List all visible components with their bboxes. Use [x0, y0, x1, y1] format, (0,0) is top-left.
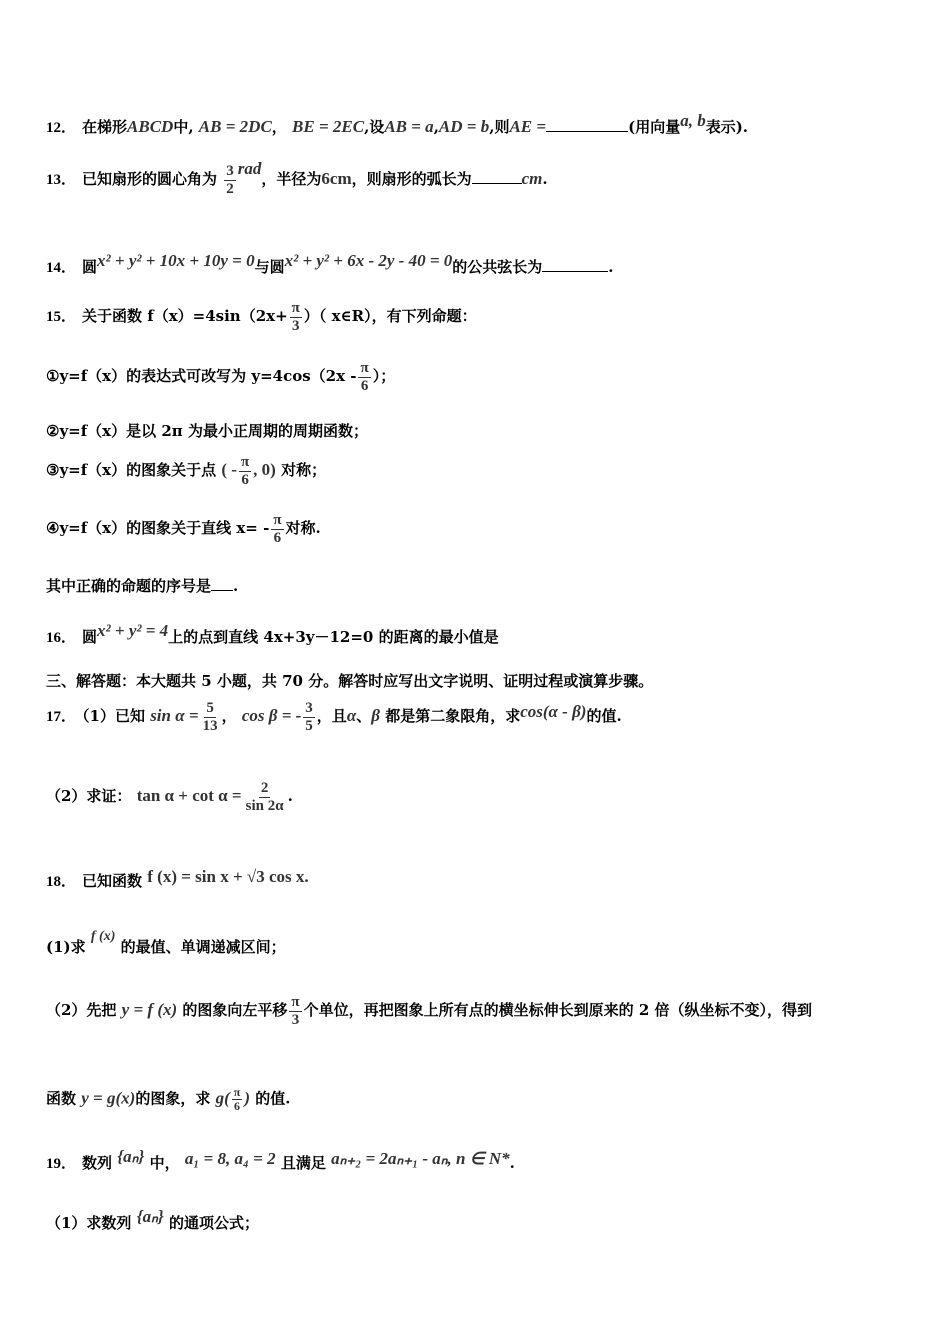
math: g( [215, 1088, 230, 1108]
math: {aₙ} [136, 1207, 164, 1226]
text: ，则扇形的弧长为 [351, 170, 472, 188]
question-18-part-1 [46, 930, 286, 955]
math: f (x) [90, 929, 116, 944]
text: ,则 [489, 118, 510, 136]
fraction [201, 700, 220, 734]
text: 对称. [285, 519, 321, 537]
text: 数列 [82, 1154, 113, 1172]
math: cos(α - β) [520, 702, 587, 721]
numerator: π [233, 1085, 241, 1099]
fraction [289, 994, 301, 1028]
text: 上的点到直线 4x+3y－12=0 的距离的最小值是 [168, 628, 499, 646]
question-19 [46, 1148, 515, 1172]
math: y = f (x) [121, 1000, 178, 1019]
math: , 0) [253, 460, 276, 479]
fraction [303, 700, 315, 734]
text: 在梯形 [82, 118, 128, 136]
question-number: 16． [46, 630, 77, 646]
text: 的公共弦长为 [452, 258, 543, 276]
denominator: 3 [291, 1011, 300, 1028]
text: （1）求数列 [46, 1214, 132, 1232]
text: . [542, 170, 548, 188]
denominator: 6 [241, 471, 249, 488]
statement-4 [46, 512, 321, 546]
numerator: 3 [305, 700, 313, 716]
text: 的通项公式； [169, 1214, 260, 1232]
text: ④y=f（x）的图象关于直线 x= - [46, 519, 270, 537]
text: ）； [372, 367, 396, 385]
math: ( - [221, 460, 237, 479]
text: 且满足 [280, 1154, 326, 1172]
text: ,设 [364, 118, 385, 136]
text: (用向量 [628, 118, 681, 136]
text: （2）求证： [46, 787, 132, 805]
denominator: 5 [305, 717, 313, 734]
text: ）（ x∈R），有下列命题： [303, 307, 477, 325]
fraction [239, 454, 251, 488]
text: 的值. [586, 707, 622, 725]
denominator: sin 2α [245, 797, 284, 814]
text: 圆 [82, 258, 98, 276]
text: . [287, 787, 293, 805]
text: ，且 [316, 707, 347, 725]
denominator: 3 [292, 317, 300, 334]
math: ABCD [127, 117, 174, 136]
denominator: 6 [234, 1099, 241, 1114]
fraction [358, 360, 370, 394]
denominator: 2 [226, 180, 234, 197]
math: AE = [509, 117, 547, 136]
question-number: 17． [46, 709, 77, 725]
question-number: 14． [46, 260, 77, 276]
text: 其中正确的命题的序号是 [46, 577, 212, 595]
numerator: π [273, 512, 282, 528]
fraction [290, 300, 302, 334]
math: AB = 2DC [198, 117, 272, 136]
question-14 [46, 252, 614, 276]
math: x² + y² + 6x - 2y - 40 = 0 [284, 251, 453, 270]
text: 函数 [46, 1089, 77, 1108]
text: 与圆 [254, 258, 285, 276]
text: 的值. [255, 1089, 291, 1108]
statement-1 [46, 360, 395, 394]
text: （2）先把 [46, 1001, 117, 1019]
math: α [346, 706, 357, 725]
fraction [271, 512, 283, 546]
math: a₁ = 8, a₄ = 2 [184, 1149, 276, 1168]
text: 圆 [82, 628, 98, 646]
denominator: 6 [273, 529, 282, 546]
math: cos β = - [241, 706, 302, 725]
question-17-part-2 [46, 780, 293, 814]
question-19-part-1 [46, 1208, 259, 1231]
math: tan α + cot α = [136, 786, 242, 805]
math: f (x) = sin x + √3 cos x. [147, 867, 309, 886]
question-number: 18． [46, 874, 77, 890]
text: 的图象，求 [135, 1089, 211, 1108]
text: . [608, 258, 614, 276]
math: rad [237, 159, 262, 178]
text: 对称； [281, 461, 327, 479]
text: 中, [173, 118, 194, 136]
text: 已知扇形的圆心角为 [82, 170, 218, 188]
text: , [433, 118, 439, 136]
text: . [509, 1154, 515, 1172]
numerator: 2 [260, 780, 269, 796]
text: 中， [149, 1154, 180, 1172]
numerator: π [360, 360, 369, 376]
text: 个单位，再把图象上所有点的横坐标伸长到原来的 2 倍（纵坐标不变），得到 [303, 1001, 812, 1019]
text: 、 [356, 707, 372, 725]
question-12 [46, 112, 748, 136]
answer-blank[interactable] [472, 171, 522, 184]
math: sin α = [150, 706, 199, 725]
text: ①y=f（x）的表达式可改写为 y=4cos（2x - [46, 367, 357, 385]
text: 都是第二象限角，求 [385, 707, 521, 725]
denominator: 13 [202, 717, 218, 734]
question-number: 15． [46, 309, 77, 325]
math: aₙ₊₂ = 2aₙ₊₁ - aₙ, n ∈ N* [331, 1149, 510, 1168]
text: （1）已知 [82, 707, 145, 725]
answer-blank[interactable] [211, 578, 233, 591]
math: AB = a [384, 117, 434, 136]
statement-2 [46, 424, 368, 439]
numerator: 5 [206, 700, 214, 716]
math: 6cm [321, 169, 352, 188]
statement-3 [46, 454, 326, 488]
numerator: 3 [226, 163, 234, 179]
math: BE = 2EC [292, 117, 365, 136]
numerator: π [291, 994, 300, 1010]
question-18-part-2 [46, 994, 812, 1028]
text: . [233, 577, 239, 595]
answer-blank[interactable] [546, 119, 628, 132]
question-number: 19． [46, 1156, 77, 1172]
answer-blank[interactable] [542, 259, 608, 272]
text: ， [271, 118, 287, 136]
question-18-part-3 [46, 1086, 290, 1113]
question-16 [46, 622, 499, 646]
statement-conclusion [46, 578, 238, 594]
math: {aₙ} [117, 1147, 145, 1166]
text: 关于函数 f（x）=4sin（2x+ [82, 307, 288, 325]
math: x² + y² = 4 [97, 621, 169, 640]
text: 的图象向左平移 [182, 1001, 288, 1019]
denominator: 6 [360, 377, 369, 394]
math: cm [521, 169, 543, 188]
question-number: 12． [46, 120, 77, 136]
text: 表示). [705, 118, 749, 136]
numerator: π [240, 454, 250, 470]
text: ，半径为 [261, 170, 322, 188]
text: ②y=f（x）是以 2π 为最小正周期的周期函数； [46, 422, 368, 440]
question-15 [46, 300, 477, 334]
question-17 [46, 700, 622, 734]
text: ， [221, 707, 237, 725]
fraction [232, 1086, 243, 1113]
fraction [244, 780, 286, 814]
numerator: π [291, 300, 300, 316]
text: 已知函数 [82, 872, 143, 890]
math: a, b [680, 111, 706, 130]
math: ) [244, 1088, 250, 1108]
math: y = g(x) [81, 1088, 136, 1108]
math: AD = b [438, 117, 490, 136]
question-number: 13． [46, 172, 77, 188]
question-18 [46, 868, 309, 890]
text: ③y=f（x）的图象关于点 [46, 461, 217, 479]
text: 的最值、单调递减区间； [120, 938, 286, 956]
fraction [224, 163, 236, 197]
math: x² + y² + 10x + 10y = 0 [97, 251, 255, 270]
text: (1)求 [46, 938, 86, 956]
math: β [371, 706, 380, 725]
question-13 [46, 160, 548, 197]
section-heading: 三、解答题：本大题共 5 小题，共 70 分。解答时应写出文字说明、证明过程或演算步骤。 [46, 672, 654, 690]
